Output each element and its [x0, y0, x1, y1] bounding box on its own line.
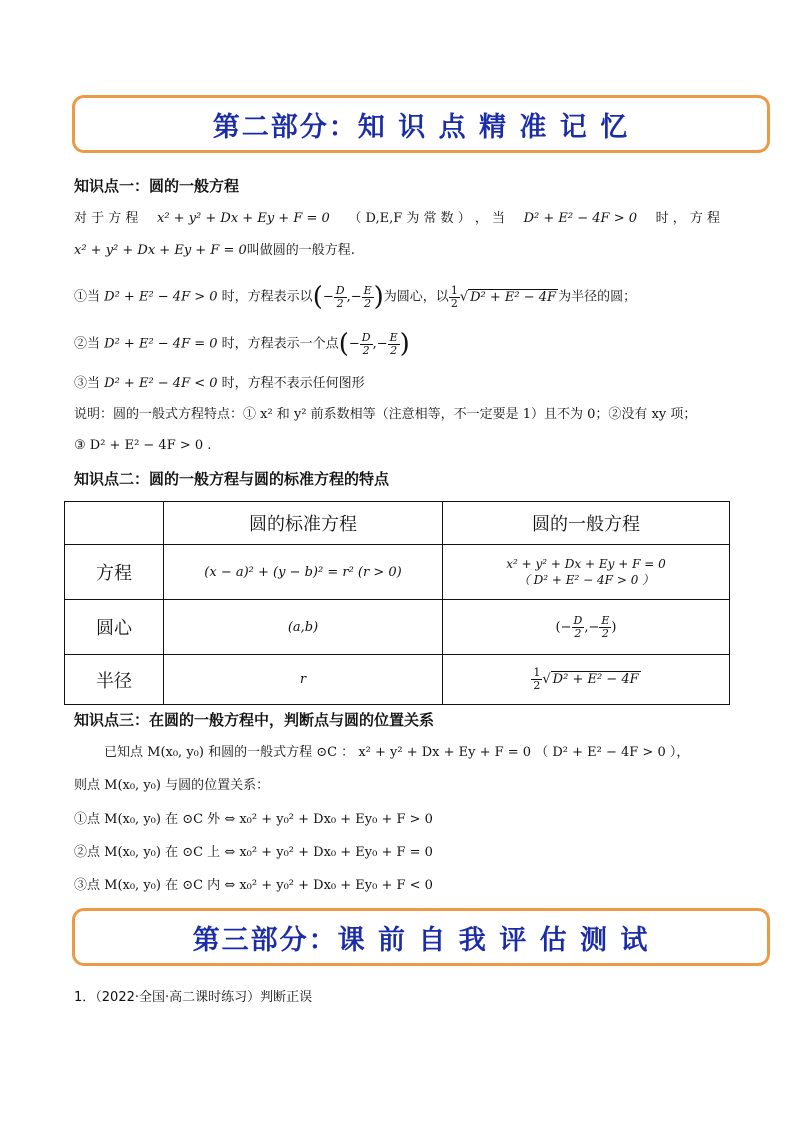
cell-standard-center: (a,b): [164, 600, 443, 655]
row-label-equation: 方程: [65, 545, 164, 600]
k1-cond: D² + E² − 4F > 0: [523, 211, 637, 226]
heading-knowledge-2: 知识点二：圆的一般方程与圆的标准方程的特点: [74, 470, 390, 488]
table-row: [65, 545, 730, 600]
k1-item2-b: 时，方程表示一个点: [221, 336, 339, 352]
row-label-center: 圆心: [65, 600, 164, 655]
table-row: [65, 655, 730, 705]
table-corner-cell: [65, 502, 164, 545]
k1-item1-c: 为圆心，以: [383, 289, 449, 305]
cell-standard-radius: r: [164, 655, 443, 705]
section-title: 第三部分：课 前 自 我 评 估 测 试: [192, 924, 650, 956]
heading-knowledge-1: 知识点一：圆的一般方程: [74, 177, 240, 195]
general-eq-text: x² + y² + Dx + Ey + F = 0: [506, 556, 666, 571]
k1-item3-b: 时，方程不表示任何图形: [221, 376, 365, 391]
cell-general-radius: $\frac{1}{2}$ √ D² + E² − 4F: [443, 655, 730, 705]
k1-item2-a: ②当: [74, 336, 101, 352]
section-title: 第二部分：知 识 点 精 准 记 忆: [212, 111, 630, 143]
cell-general-equation: [443, 545, 730, 600]
k1-intro-b: （ D,E,F 为 常 数 ） ， 当: [348, 211, 506, 226]
general-radius-expr: D² + E² − 4F: [552, 672, 639, 687]
k3-point-on: ②点 M(x₀, y₀) 在 ⊙C 上 ⇔ x₀² + y₀² + Dx₀ + Ey₀ + F = 0: [74, 845, 433, 860]
section-banner-self-test: [72, 908, 770, 966]
k3-point-inside: ③点 M(x₀, y₀) 在 ⊙C 内 ⇔ x₀² + y₀² + Dx₀ + Ey₀ + F < 0: [74, 878, 433, 893]
k1-radius-expr: D² + E² − 4F: [470, 289, 557, 305]
comparison-table: [64, 501, 730, 705]
k1-item1-d: 为半径的圆；: [558, 289, 637, 305]
col-header-standard: 圆的标准方程: [164, 502, 443, 545]
k1-definition-line: [74, 241, 355, 261]
table-row: [65, 600, 730, 655]
k1-cond-pos: D² + E² − 4F > 0: [104, 289, 218, 305]
k3-relation-intro: 则点 M(x₀, y₀) 与圆的位置关系：: [74, 778, 270, 793]
k1-note-line-2: ③ D² + E² − 4F > 0 .: [74, 438, 212, 453]
k1-eq-general: x² + y² + Dx + Ey + F = 0: [157, 211, 330, 226]
general-eq-condition: （ D² + E² − 4F > 0 ）: [517, 572, 655, 587]
cell-general-center: (− $\frac{D}{2}$ ,− $\frac{E}{2}$ ): [443, 600, 730, 655]
k1-cond-neg: D² + E² − 4F < 0: [104, 376, 218, 391]
k1-item1-a: ①当: [74, 289, 101, 305]
k1-item-1: ①当 D² + E² − 4F > 0 时，方程表示以(− $\frac{D}{2}$ ,− $\frac{E}{2}$ )为圆心，以 $\frac{1}{2}$ √ D² + E² − 4F 为半径的圆；: [74, 282, 637, 312]
table-header-row: [65, 502, 730, 545]
k1-intro-a: 对 于 方 程: [74, 211, 139, 226]
question-1: 1．（2022·全国·高二课时练习）判断正误: [74, 990, 313, 1005]
row-label-radius: 半径: [65, 655, 164, 705]
section-banner-knowledge: [72, 95, 770, 153]
k1-intro-c: 时 ， 方 程: [655, 211, 720, 226]
k1-item-3: [74, 374, 365, 394]
k1-item1-b: 时，方程表示以: [221, 289, 313, 305]
k1-eq-general-2: x² + y² + Dx + Ey + F = 0: [74, 243, 247, 258]
k1-cond-zero: D² + E² − 4F = 0: [104, 336, 218, 352]
heading-knowledge-3: 知识点三：在圆的一般方程中，判断点与圆的位置关系: [74, 711, 435, 729]
k1-intro-d: 叫做圆的一般方程.: [246, 243, 355, 258]
cell-standard-equation: (x − a)² + (y − b)² = r² (r > 0): [164, 545, 443, 600]
k1-intro-line: [74, 209, 720, 229]
col-header-general: 圆的一般方程: [443, 502, 730, 545]
k1-item-2: ②当 D² + E² − 4F = 0 时，方程表示一个点(− $\frac{D}{2}$ ,− $\frac{E}{2}$ ): [74, 329, 410, 359]
k3-given-line: 已知点 M(x₀, y₀) 和圆的一般式方程 ⊙C ： x² + y² + Dx + Ey + F = 0 （ D² + E² − 4F > 0 ），: [104, 745, 690, 760]
k1-item3-a: ③当: [74, 376, 101, 391]
k3-point-outside: ①点 M(x₀, y₀) 在 ⊙C 外 ⇔ x₀² + y₀² + Dx₀ + Ey₀ + F > 0: [74, 812, 433, 827]
k1-note-line-1: 说明：圆的一般式方程特点：① x² 和 y² 前系数相等（注意相等，不一定要是 1）且不为 0；②没有 xy 项；: [74, 407, 697, 422]
